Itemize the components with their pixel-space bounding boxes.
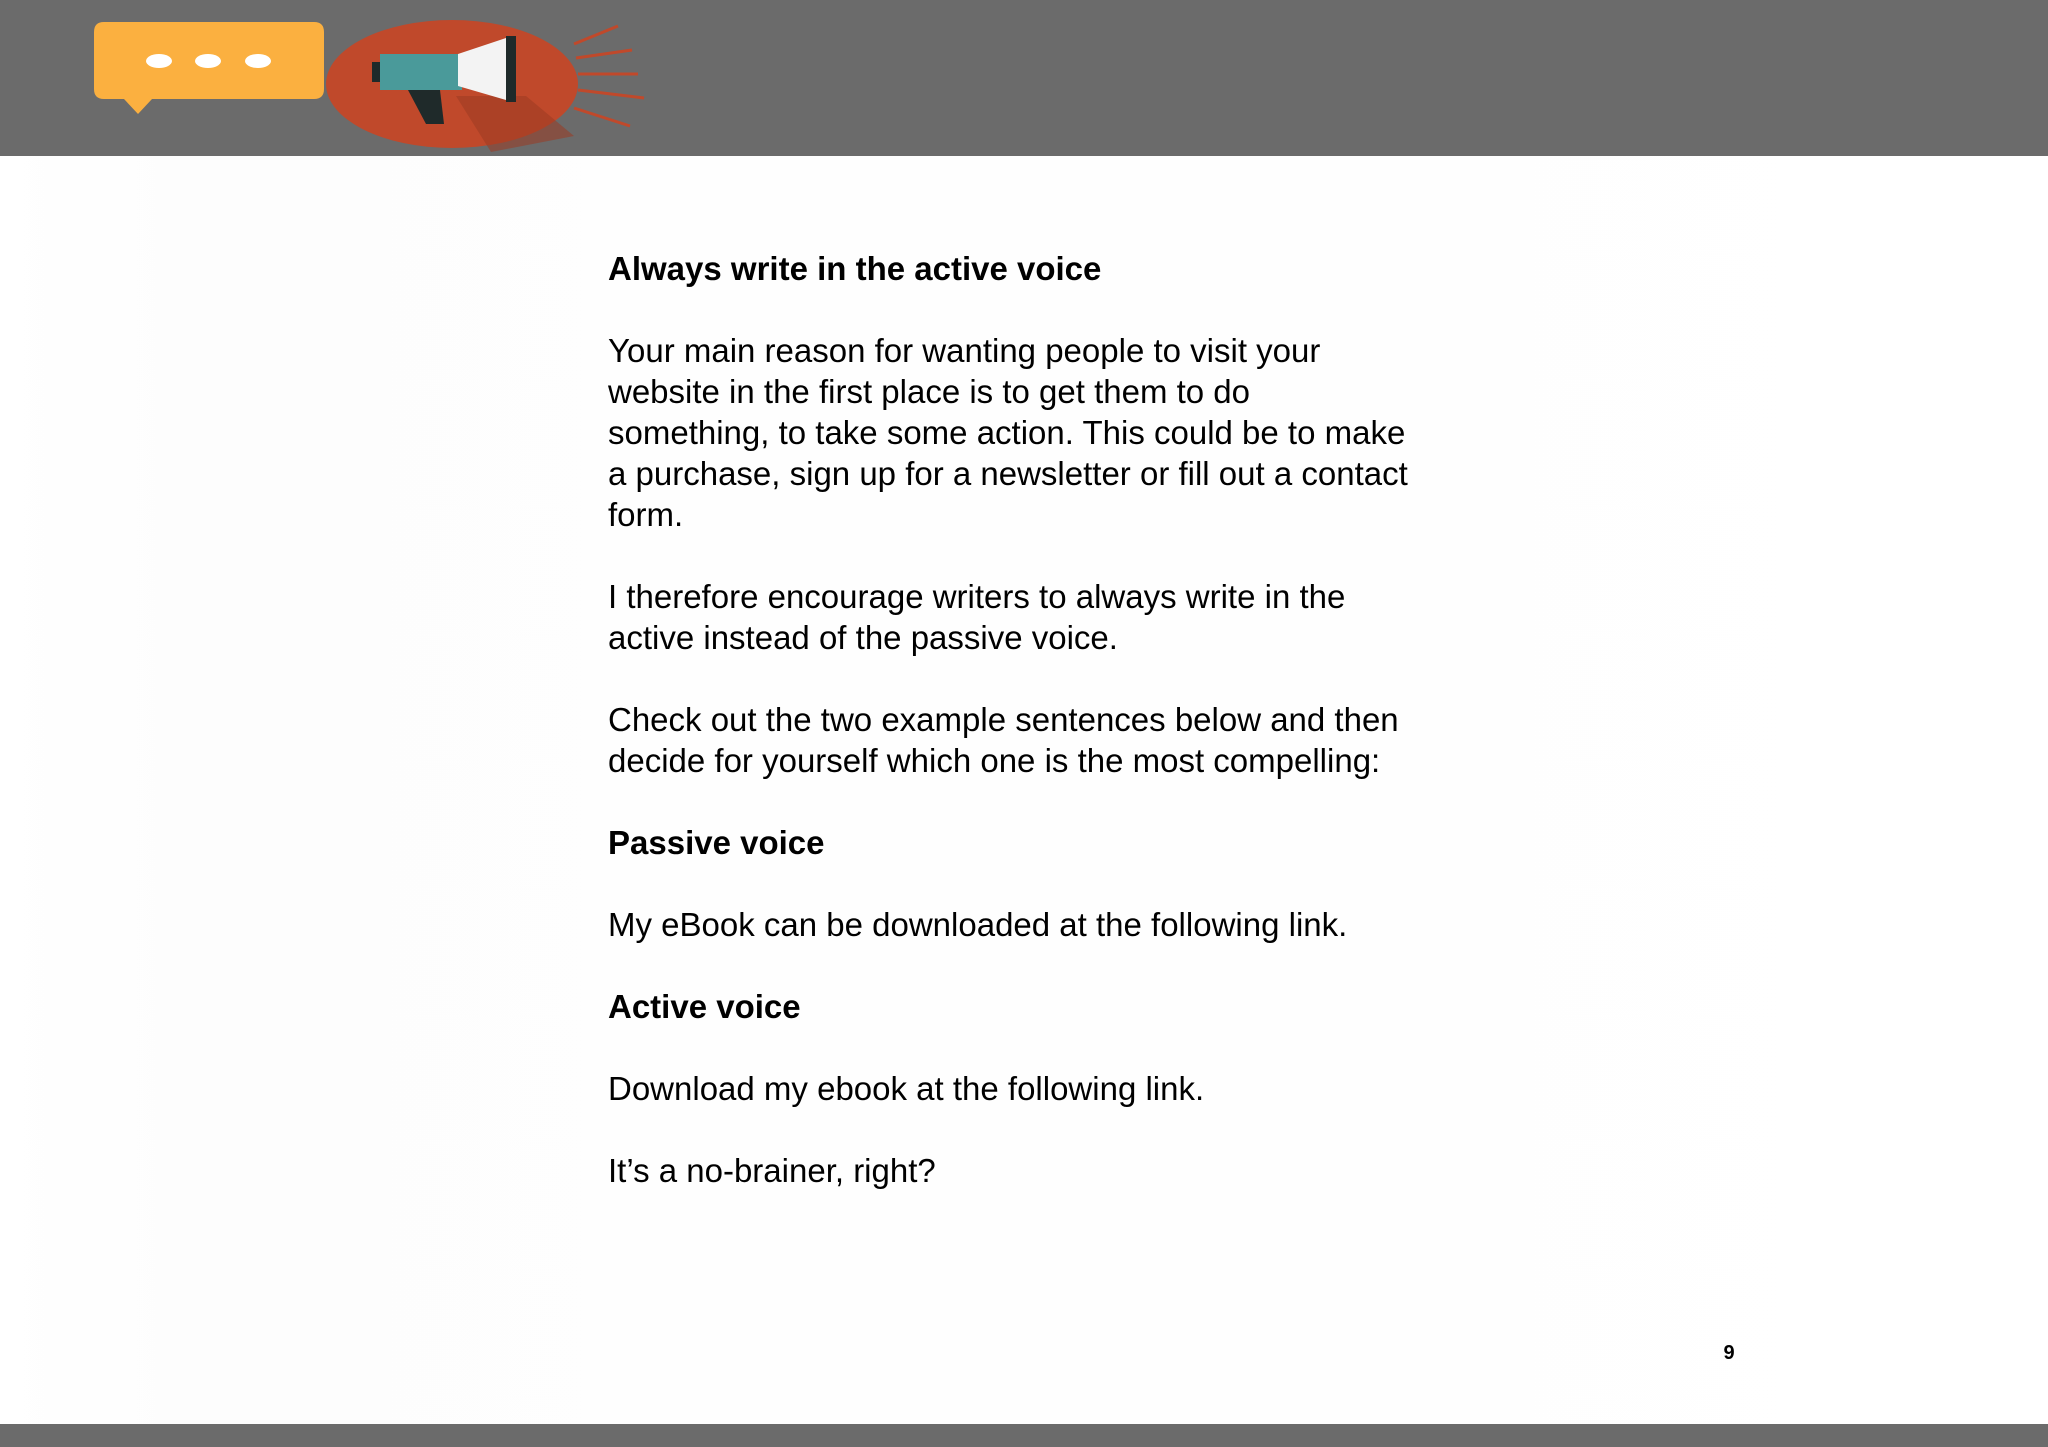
closing-line: It’s a no-brainer, right? xyxy=(608,1152,936,1189)
megaphone-icon xyxy=(326,16,662,152)
page-number: 9 xyxy=(1723,1342,1735,1364)
paragraph: Your main reason for wanting people to visit your website in the first place is to get them to do something, to take some action. This could be to make a purchase, sign up for a newsletter or fill out a contact form. xyxy=(608,332,1408,533)
paragraph: I therefore encourage writers to always write in the active instead of the passive voice. xyxy=(608,578,1346,656)
chat-bubble-icon xyxy=(94,22,324,116)
section-heading: Always write in the active voice xyxy=(608,250,1102,287)
paragraph: Check out the two example sentences below and then decide for yourself which one is the most compelling: xyxy=(608,701,1399,779)
passive-voice-example: My eBook can be downloaded at the following link. xyxy=(608,906,1348,943)
document-body xyxy=(608,248,1408,1191)
active-voice-example: Download my ebook at the following link. xyxy=(608,1070,1205,1107)
passive-voice-heading: Passive voice xyxy=(608,824,825,861)
active-voice-heading: Active voice xyxy=(608,988,801,1025)
footer-band xyxy=(0,1424,2048,1447)
